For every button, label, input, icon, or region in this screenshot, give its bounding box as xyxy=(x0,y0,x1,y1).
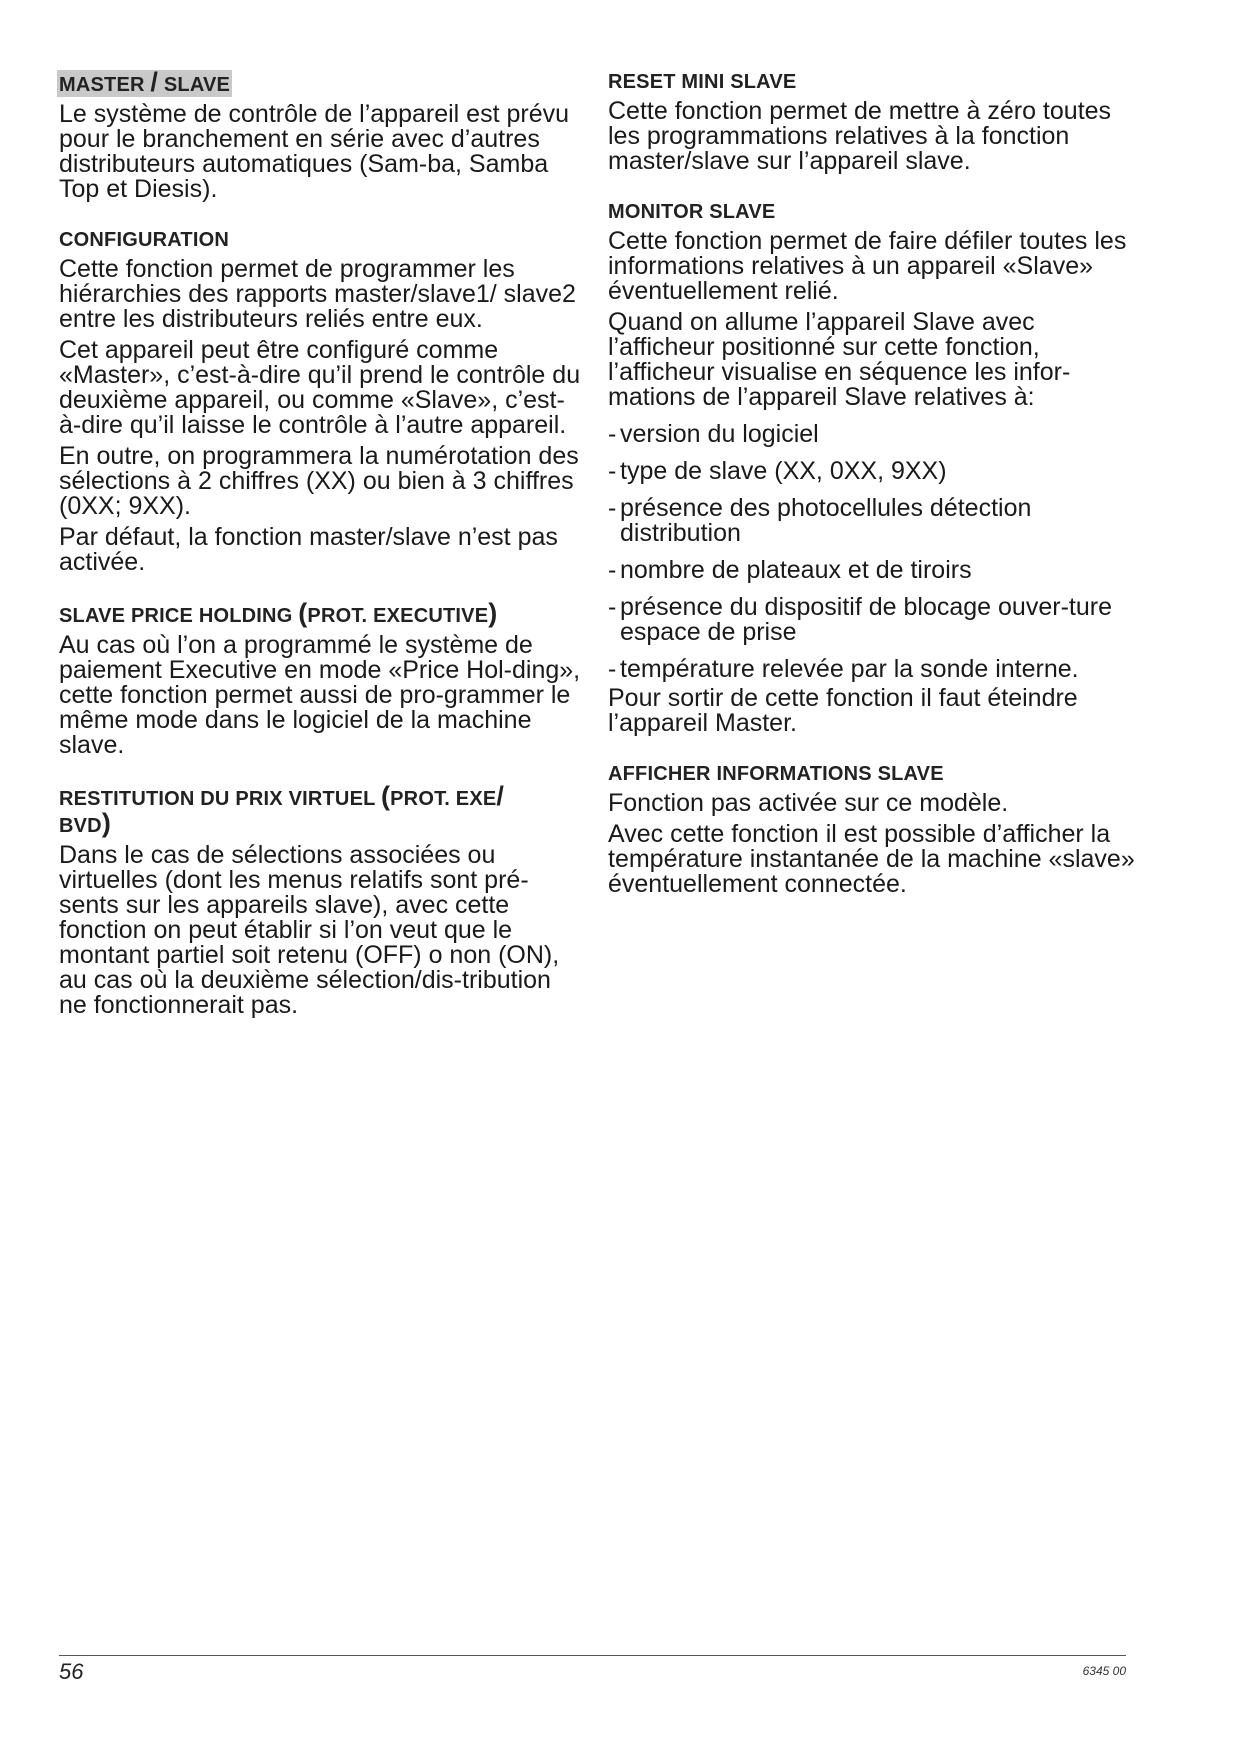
bullet-dash: - xyxy=(608,655,617,683)
bullet-dash: - xyxy=(608,593,617,621)
paragraph: En outre, on programmera la numérotation des sélections à 2 chiffres (XX) ou bien à 3 chiffres (0XX; 9XX). xyxy=(59,442,579,520)
section-heading-configuration: CONFIGURATION xyxy=(59,229,229,251)
list-item-text: nombre de plateaux et de tiroirs xyxy=(620,556,972,584)
list-item-text: version du logiciel xyxy=(620,420,819,448)
heading-part: PROT. EXECUTIVE xyxy=(307,605,489,627)
heading-paren: ) xyxy=(488,598,498,628)
list-item xyxy=(608,459,1148,484)
paragraph: Le système de contrôle de l’appareil est prévu pour le branchement en série avec d’autres distributeurs automatiques (Sam-ba, Samba Top et Diesis). xyxy=(59,100,570,203)
heading-slash: / xyxy=(150,67,159,97)
section-heading-master-slave xyxy=(57,67,232,97)
paragraph: Avec cette fonction il est possible d’afficher la température instantanée de la machine «slave» éventuellement connectée. xyxy=(608,820,1135,898)
list-item xyxy=(608,657,1148,682)
paragraph: Par défaut, la fonction master/slave n’est pas activée. xyxy=(59,523,558,576)
heading-part: PROT. EXE xyxy=(390,788,497,810)
list-item xyxy=(608,558,1148,583)
heading-paren: ( xyxy=(298,598,308,628)
paragraph: Cette fonction permet de programmer les hiérarchies des rapports master/slave1/ slave2 entre les distributeurs reliés entre eux. xyxy=(59,255,576,333)
paragraph: Cet appareil peut être configuré comme «Master», c’est-à-dire qu’il prend le contrôle du deuxième appareil, ou comme «Slave», c’est-à-dire qu’il laisse le contrôle à l’autre appareil. xyxy=(59,336,581,439)
bullet-dash: - xyxy=(608,556,617,584)
list-item xyxy=(608,595,1148,645)
section-heading-monitor-slave: MONITOR SLAVE xyxy=(608,201,776,223)
section-monitor-slave xyxy=(608,200,1148,736)
paragraph: Fonction pas activée sur ce modèle. xyxy=(608,789,1009,817)
bullet-dash: - xyxy=(608,494,617,522)
paragraph: Cette fonction permet de faire défiler toutes les informations relatives à un appareil «Slave» éventuellement relié. xyxy=(608,227,1127,305)
heading-part: BVD xyxy=(59,815,102,837)
list-item-text: température relevée par la sonde interne. xyxy=(620,655,1079,683)
heading-paren: ) xyxy=(101,808,112,838)
section-heading-afficher-informations-slave: AFFICHER INFORMATIONS SLAVE xyxy=(608,763,944,785)
heading-paren: ( xyxy=(380,781,391,811)
section-reset-mini-slave xyxy=(608,70,1148,174)
section-heading-reset-mini-slave: RESET MINI SLAVE xyxy=(608,71,797,93)
paragraph: Au cas où l’on a programmé le système de paiement Executive en mode «Price Hol-ding», cette fonction permet aussi de pro-grammer le même mode dans le logiciel de la machine slave. xyxy=(59,631,581,759)
section-heading-restitution-prix-virtuel xyxy=(59,781,584,838)
list-item-text: présence des photocellules détection distribution xyxy=(620,494,1032,547)
bullet-list xyxy=(608,422,1148,682)
section-restitution-prix-virtuel xyxy=(59,781,584,1019)
section-configuration xyxy=(59,228,584,575)
bullet-dash: - xyxy=(608,420,617,448)
heading-part: RESTITUTION DU PRIX VIRTUEL xyxy=(59,788,376,810)
left-column xyxy=(59,67,584,1044)
section-master-slave xyxy=(59,67,584,203)
heading-part: SLAVE xyxy=(163,74,231,96)
list-item-text: type de slave (XX, 0XX, 9XX) xyxy=(620,457,947,485)
page-number: 56 xyxy=(59,1659,84,1684)
right-column xyxy=(608,70,1148,923)
paragraph: Quand on allume l’appareil Slave avec l’afficheur positionné sur cette fonction, l’afficheur visualise en séquence les infor-mations de l’appareil Slave relatives à: xyxy=(608,308,1071,411)
section-afficher-informations-slave xyxy=(608,762,1148,897)
section-heading-slave-price-holding xyxy=(59,598,584,628)
footer-rule xyxy=(59,1655,1126,1656)
heading-slash: / xyxy=(496,781,505,811)
paragraph: Pour sortir de cette fonction il faut éteindre l’appareil Master. xyxy=(608,684,1078,737)
list-item-text: présence du dispositif de blocage ouver-ture espace de prise xyxy=(620,593,1112,646)
bullet-dash: - xyxy=(608,457,617,485)
heading-part: MASTER xyxy=(59,74,145,96)
section-slave-price-holding xyxy=(59,598,584,759)
document-code: 6345 00 xyxy=(1082,1664,1126,1678)
heading-part: SLAVE PRICE HOLDING xyxy=(59,605,293,627)
paragraph: Cette fonction permet de mettre à zéro toutes les programmations relatives à la fonction master/slave sur l’appareil slave. xyxy=(608,97,1112,175)
paragraph: Dans le cas de sélections associées ou virtuelles (dont les menus relatifs sont pré-sents sur les appareils slave), avec cette fonction on peut établir si l’on veut que le montant partiel soit retenu (OFF) o non (ON), au cas où la deuxième sélection/dis-tribution ne fonctionnerait pas. xyxy=(59,841,560,1019)
list-item xyxy=(608,496,1148,546)
list-item xyxy=(608,422,1148,447)
